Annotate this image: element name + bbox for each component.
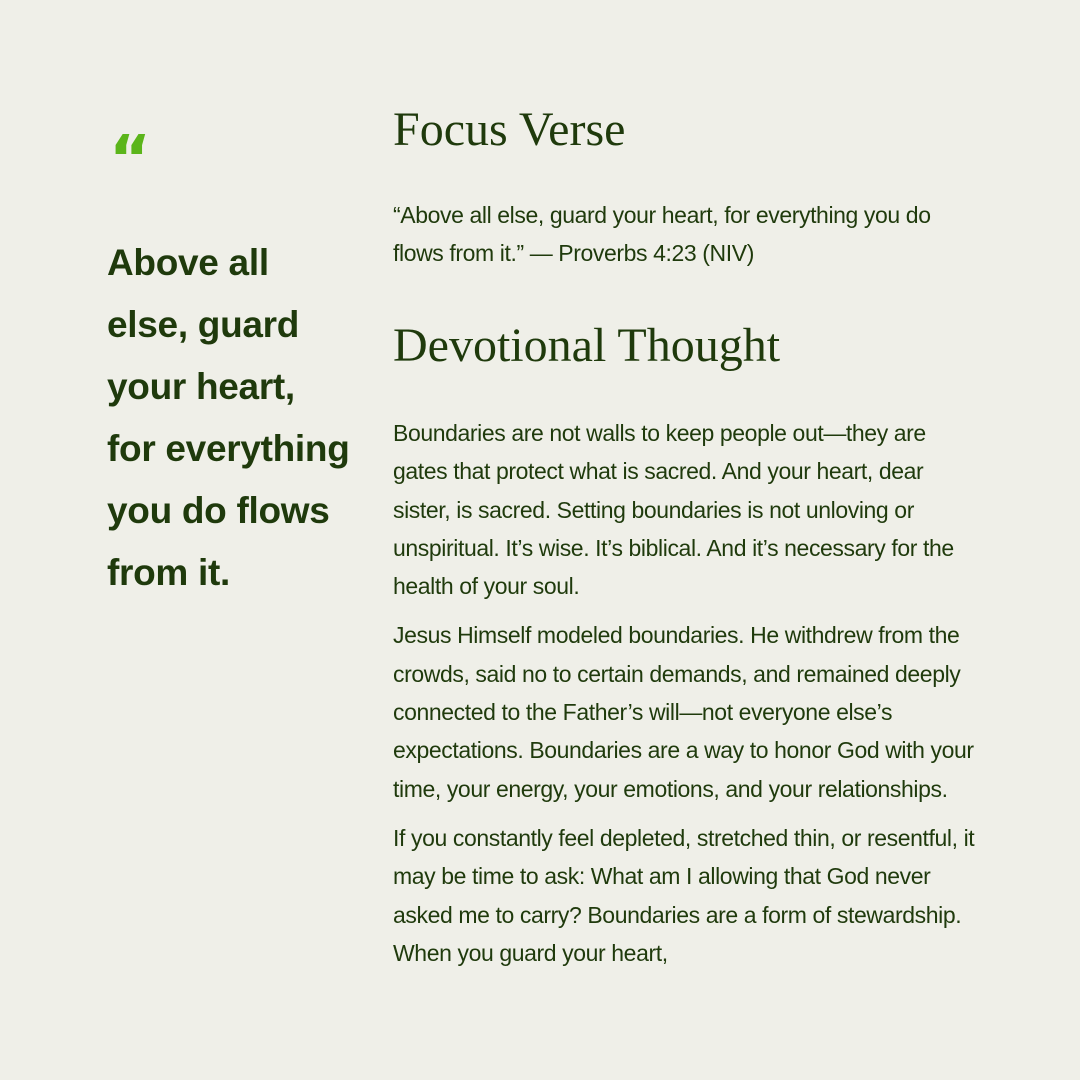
devotional-paragraph: Jesus Himself modeled boundaries. He withdrew from the crowds, said no to certain demands, and remained deeply connected to the Father’s will—not everyone else’s expectations. Boundaries are a way to honor God with your time, your energy, your emotions, and your relationships. [393,622,974,802]
devotional-content [393,98,978,972]
devotional-paragraph: Boundaries are not walls to keep people out—they are gates that protect what is sacred. And your heart, dear sister, is sacred. Setting boundaries is not unloving or unspiritual. It’s wise. It’s biblical. And it’s necessary for the health of your soul. [393,420,954,600]
pull-quote-panel [107,123,352,604]
pull-quote-text: Above all else, guard your heart, for everything you do flows from it. [107,242,350,593]
devotional-paragraph: If you constantly feel depleted, stretched thin, or resentful, it may be time to ask: What am I allowing that God never asked me to carry? Boundaries are a form of stewardship. When you guard your heart, [393,824,975,966]
devotional-heading: Devotional Thought [393,319,781,372]
focus-verse-heading: Focus Verse [393,103,626,156]
quote-mark-icon: “ [109,123,152,197]
focus-verse-text: “Above all else, guard your heart, for everything you do flows from it.” — Proverbs 4:23 (NIV) [393,202,931,266]
devotional-body [393,414,978,972]
